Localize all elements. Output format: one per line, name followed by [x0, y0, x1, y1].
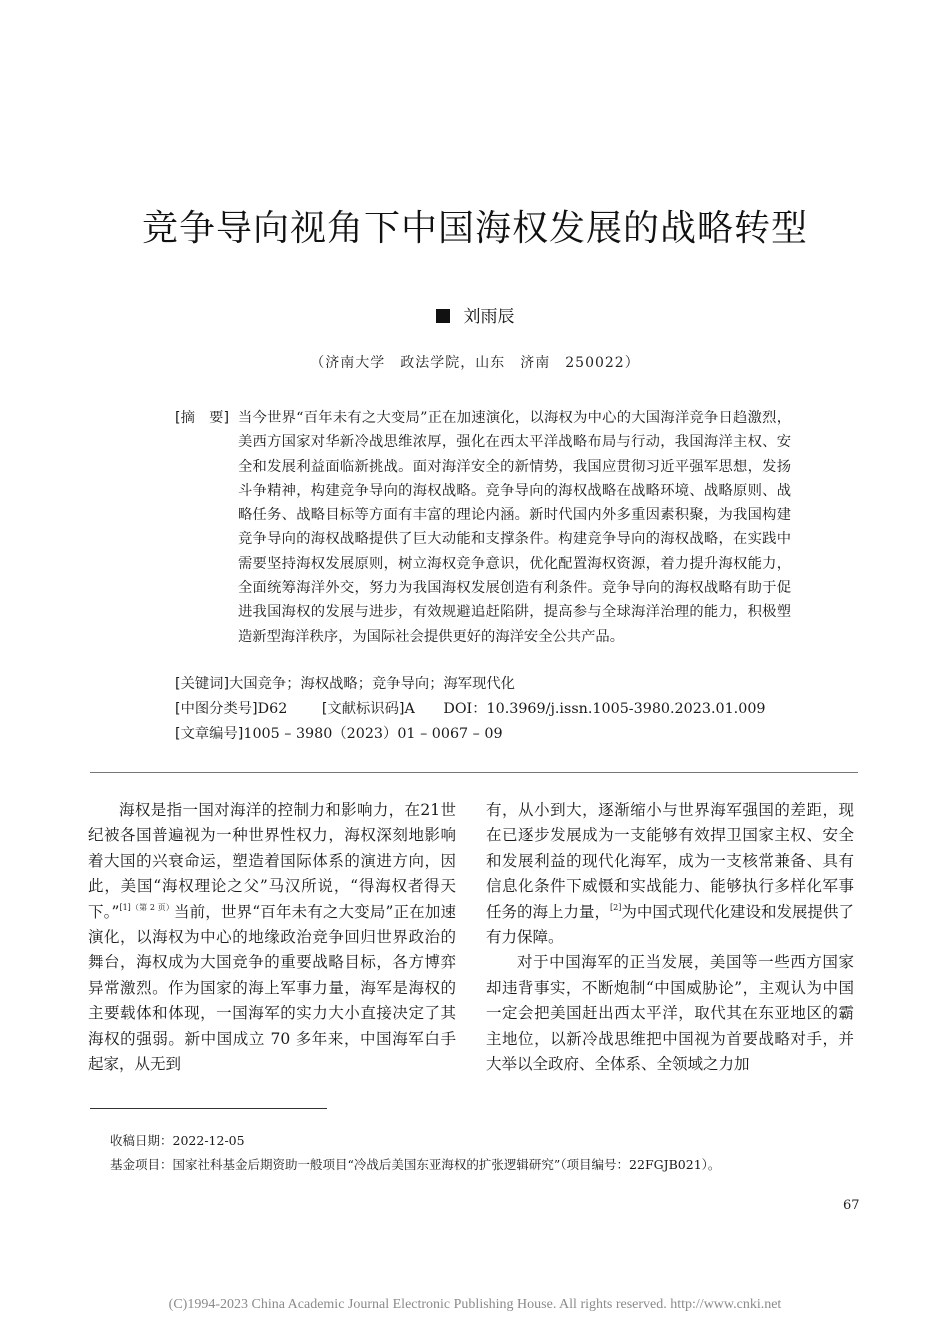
- section-divider: [90, 772, 858, 773]
- footnote-divider: [90, 1108, 327, 1109]
- body-text: 海权是指一国对海洋的控制力和影响力，在21世纪被各国普遍视为一种世界性权力，海权深刻地影响着大国的兴衰命运，塑造着国际体系的演进方向，因此，美国“海权理论之父”马汉所说，“得海权者得天下。”: [88, 801, 456, 921]
- body-text: 有，从小到大，逐渐缩小与世界海军强国的差距，现在已逐步发展成为一支能够有效捍卫国家主权、安全和发展利益的现代化海军，成为一支核常兼备、具有信息化条件下威慑和实战能力、能够执行多样化军事任务的海上力量，: [486, 801, 854, 921]
- body-column-right: [486, 798, 854, 1077]
- doi-label: DOI：: [443, 701, 487, 717]
- article-number-value: 1005 – 3980（2023）01 – 0067 – 09: [243, 726, 503, 742]
- keywords-line: [175, 673, 795, 693]
- abstract-block: [175, 406, 791, 649]
- clc-value: D62: [257, 701, 288, 717]
- classification-line: [175, 698, 795, 718]
- received-date-note: [110, 1131, 245, 1149]
- received-label: 收稿日期：: [110, 1133, 173, 1148]
- author-name: 刘雨辰: [463, 307, 515, 327]
- author-line: [0, 302, 950, 327]
- author-marker-square: [436, 309, 450, 323]
- fund-label: 基金项目：: [110, 1157, 173, 1172]
- fund-note: [110, 1155, 720, 1173]
- doc-code-label: [文献标识码]: [321, 701, 405, 717]
- received-value: 2022-12-05: [172, 1133, 245, 1148]
- citation-marker: [1]（第 2 页）: [119, 902, 174, 912]
- citation-marker: [2]: [610, 902, 622, 912]
- fund-value: 国家社科基金后期资助一般项目“冷战后美国东亚海权的扩张逻辑研究”（项目编号：22FGJB021）。: [172, 1157, 721, 1172]
- body-text: 为中国式现代化建设和发展提供了有力保障。: [486, 902, 854, 947]
- body-paragraph: 对于中国海军的正当发展，美国等一些西方国家却违背事实，不断炮制“中国威胁论”，主观认为中国一定会把美国赶出西太平洋，取代其在东亚地区的霸主地位，以新冷战思维把中国视为首要战略对手，并大举以全政府、全体系、全领域之力加: [486, 953, 854, 1074]
- article-number-label: [文章编号]: [175, 726, 244, 742]
- abstract-text: 当今世界“百年未有之大变局”正在加速演化，以海权为中心的大国海洋竞争日趋激烈，美西方国家对华新冷战思维浓厚，强化在西太平洋战略布局与行动，我国海洋主权、安全和发展利益面临新挑战。面对海洋安全的新情势，我国应贯彻习近平强军思想，发扬斗争精神，构建竞争导向的海权战略。竞争导向的海权战略在战略环境、战略原则、战略任务、战略目标等方面有丰富的理论内涵。新时代国内外多重因素积聚，为我国构建竞争导向的海权战略提供了巨大动能和支撑条件。构建竞争导向的海权战略，在实践中需要坚持海权发展原则，树立海权竞争意识，优化配置海权资源，着力提升海权能力，全面统筹海洋外交，努力为我国海权发展创造有利条件。竞争导向的海权战略有助于促进我国海权的发展与进步，有效规避追赶陷阱，提高参与全球海洋治理的能力，积极塑造新型海洋秩序，为国际社会提供更好的海洋安全公共产品。: [238, 410, 791, 645]
- keywords-text: 大国竞争；海权战略；竞争导向；海军现代化: [229, 676, 515, 692]
- copyright-footer: (C)1994-2023 China Academic Journal Electronic Publishing House. All rights reserved. http://www.cnki.net: [168, 1297, 782, 1312]
- article-number-line: [175, 723, 795, 743]
- paper-title: 竞争导向视角下中国海权发展的战略转型: [141, 208, 808, 249]
- keywords-label: [关键词]: [175, 676, 230, 692]
- body-column-left: [88, 798, 456, 1077]
- body-text: 当前，世界“百年未有之大变局”正在加速演化，以海权为中心的地缘政治竞争回归世界政治的舞台，海权成为大国竞争的重要战略目标，各方博弈异常激烈。作为国家的海上军事力量，海军是海权的主要载体和体现，一国海军的实力大小直接决定了其海权的强弱。新中国成立 70 多年来，中国海军白手起家，从无到: [88, 902, 456, 1074]
- doc-code-value: A: [404, 701, 415, 717]
- affiliation: （济南大学 政法学院，山东 济南 250022）: [310, 355, 640, 371]
- page-number: 67: [843, 1198, 860, 1213]
- doi-value: 10.3969/j.issn.1005-3980.2023.01.009: [486, 701, 766, 717]
- body-paragraph: [88, 798, 456, 1077]
- clc-label: [中图分类号]: [175, 701, 258, 717]
- abstract-label: [摘 要]: [175, 410, 230, 426]
- body-paragraph: [486, 798, 854, 950]
